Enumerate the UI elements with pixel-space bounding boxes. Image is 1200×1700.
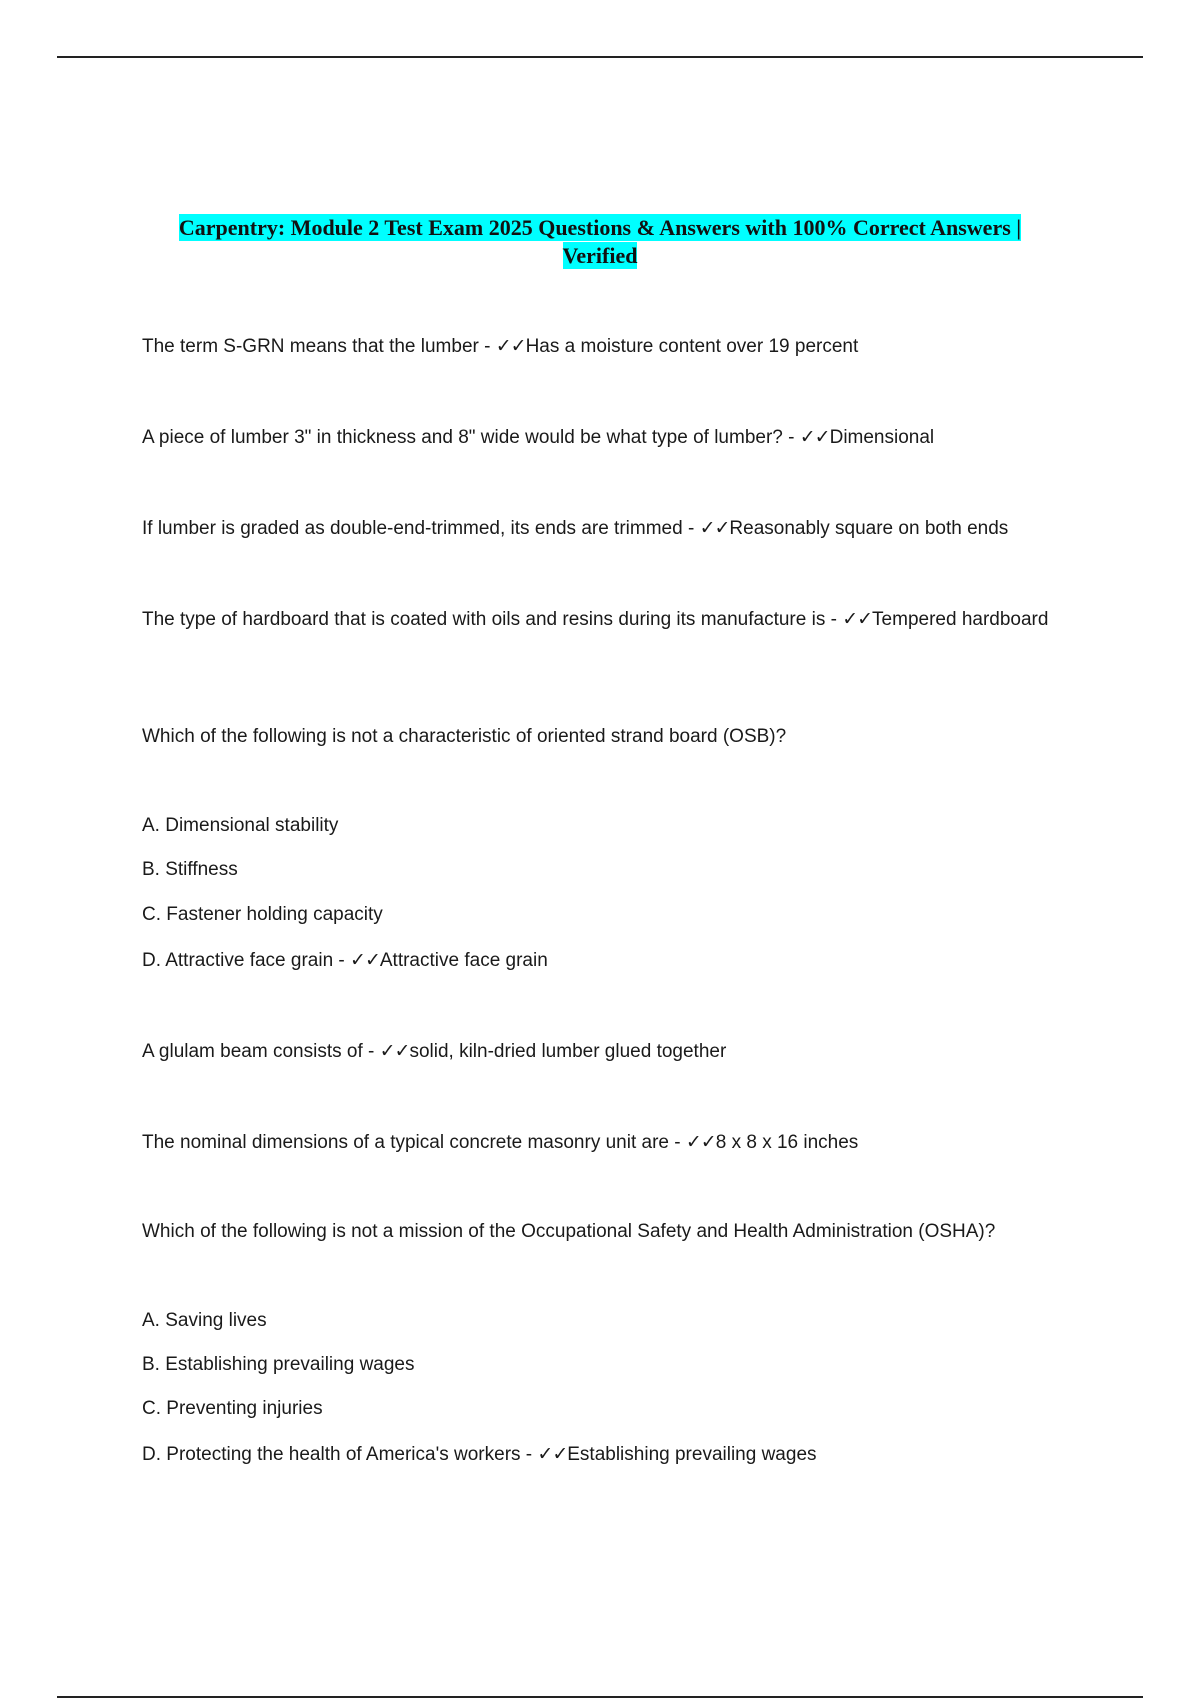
checkmark-icon: ✓✓ (799, 427, 830, 448)
checkmark-icon: ✓✓ (699, 518, 730, 539)
question-text: The term S-GRN means that the lumber - (142, 336, 496, 357)
answer-text: Tempered hardboard (872, 609, 1049, 630)
qa-item (142, 514, 1072, 543)
option-item: B. Stiffness (142, 859, 238, 880)
option-text: D. Attractive face grain - (142, 950, 351, 971)
option-item-answer (142, 1440, 1072, 1469)
answer-text: Establishing prevailing wages (567, 1444, 817, 1465)
bottom-rule (57, 1696, 1143, 1698)
checkmark-icon: ✓✓ (685, 1132, 716, 1153)
checkmark-icon: ✓✓ (495, 336, 526, 357)
qa-item (142, 1037, 1072, 1066)
answer-text: 8 x 8 x 16 inches (715, 1132, 859, 1153)
option-item: C. Preventing injuries (142, 1398, 323, 1419)
answer-text: Dimensional (829, 427, 935, 448)
qa-item (142, 605, 1072, 634)
qa-item (142, 423, 1072, 452)
option-item-answer (142, 946, 1072, 975)
title-line-1: Carpentry: Module 2 Test Exam 2025 Questions & Answers with 100% Correct Answers | (178, 215, 1022, 240)
answer-text: solid, kiln-dried lumber glued together (409, 1041, 727, 1062)
option-item: A. Dimensional stability (142, 815, 339, 836)
question-text: A piece of lumber 3" in thickness and 8" wide would be what type of lumber? - (142, 427, 800, 448)
option-text: D. Protecting the health of America's workers - (142, 1444, 538, 1465)
qa-item (142, 332, 1072, 361)
question-text: A glulam beam consists of - (142, 1041, 380, 1062)
qa-item (142, 1128, 1072, 1157)
question-text: If lumber is graded as double-end-trimmed, its ends are trimmed - (142, 518, 700, 539)
checkmark-icon: ✓✓ (842, 609, 873, 630)
checkmark-icon: ✓✓ (379, 1041, 410, 1062)
question-text: The type of hardboard that is coated with oils and resins during its manufacture is - (142, 609, 843, 630)
checkmark-icon: ✓✓ (350, 950, 380, 971)
question-text: The nominal dimensions of a typical concrete masonry unit are - (142, 1132, 686, 1153)
question-text: Which of the following is not a mission of the Occupational Safety and Health Administration (OSHA)? (142, 1221, 996, 1242)
question-text: Which of the following is not a characteristic of oriented strand board (OSB)? (142, 726, 787, 747)
checkmark-icon: ✓✓ (537, 1444, 568, 1465)
answer-text: Has a moisture content over 19 percent (525, 336, 859, 357)
option-item: C. Fastener holding capacity (142, 904, 383, 925)
answer-text: Attractive face grain (379, 950, 548, 971)
option-item: B. Establishing prevailing wages (142, 1354, 415, 1375)
answer-text: Reasonably square on both ends (729, 518, 1009, 539)
document-title (120, 214, 1080, 270)
title-line-2: Verified (562, 243, 638, 268)
top-rule (57, 56, 1143, 58)
option-item: A. Saving lives (142, 1310, 267, 1331)
